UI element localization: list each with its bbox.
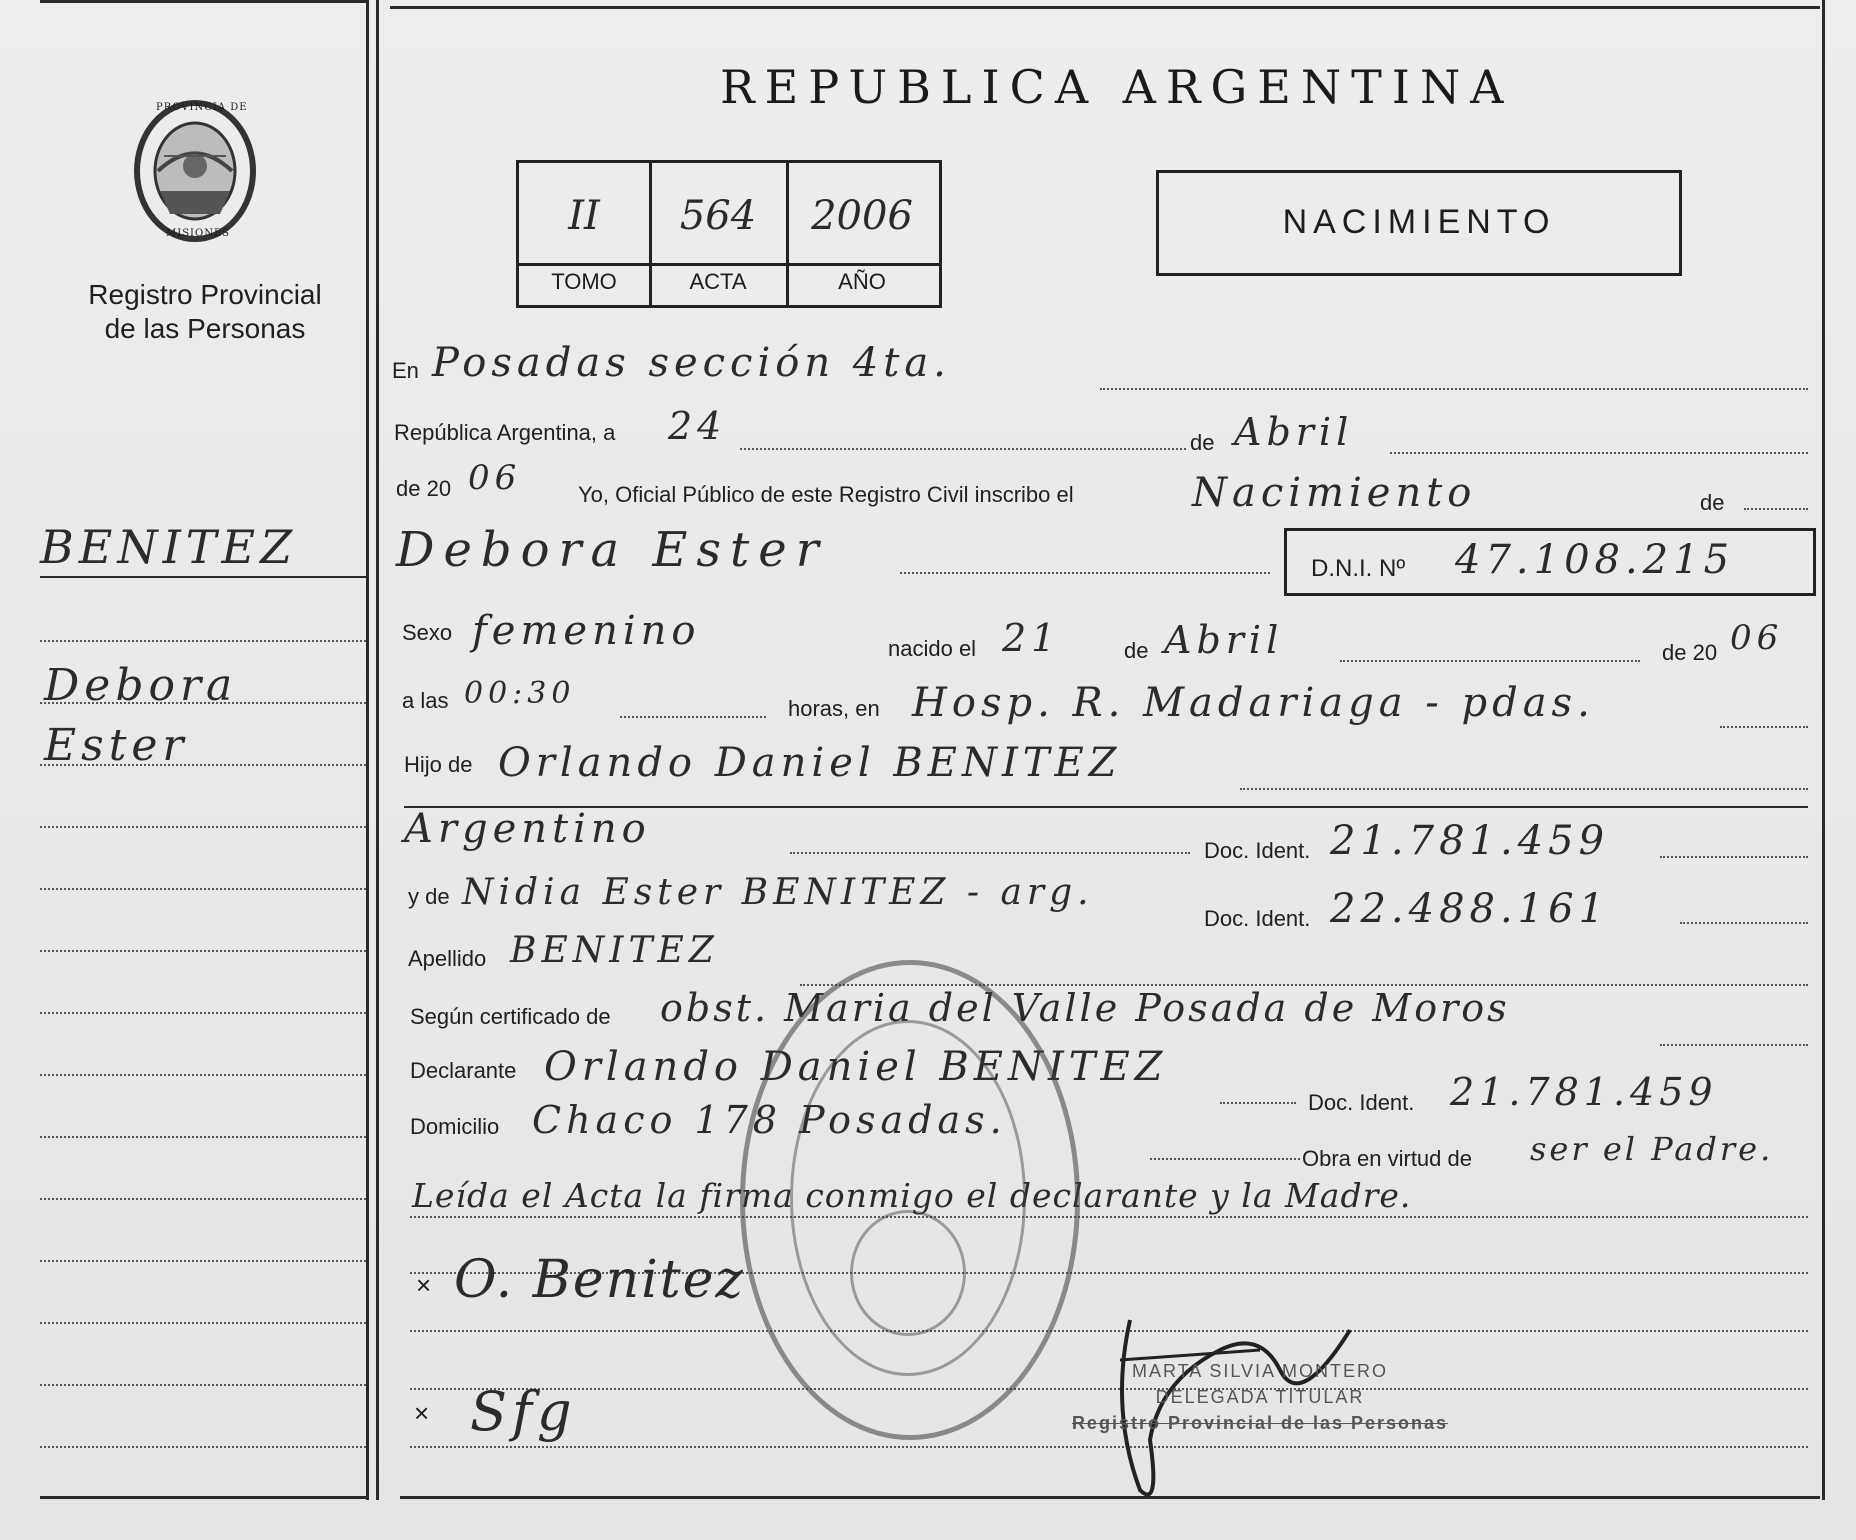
form-line <box>1660 1044 1808 1046</box>
dni-label: D.N.I. Nº <box>1311 555 1406 582</box>
nacido-label: nacido el <box>888 636 977 661</box>
seal-caption-bottom: MISIONES <box>166 228 231 239</box>
margin-line <box>40 1012 366 1014</box>
margin-divider-left <box>366 0 369 1500</box>
top-border-right <box>390 6 1820 9</box>
de2-label: de <box>1700 490 1725 515</box>
closing-text: Leída el Acta la firma conmigo el declarante y la Madre. <box>412 1176 1412 1215</box>
signature-mark-1: × <box>416 1270 432 1300</box>
father-signature: O. Benitez <box>454 1250 745 1310</box>
form-line <box>1390 452 1808 454</box>
margin-line <box>40 826 366 828</box>
birth-year-suffix: 06 <box>1730 618 1784 658</box>
mother-doc-label: Doc. Ident. <box>1204 906 1311 931</box>
margin-line <box>40 640 366 642</box>
margin-line <box>40 1136 366 1138</box>
official-title: DELEGADA TITULAR <box>1155 1387 1365 1407</box>
month-value: Abril <box>1234 410 1354 454</box>
domicilio-value: Chaco 178 Posadas. <box>532 1098 1007 1142</box>
tomo-label: TOMO <box>551 269 617 294</box>
mother-doc: 22.488.161 <box>1330 886 1610 932</box>
signature-mark-2: × <box>414 1398 430 1428</box>
declarante-doc: 21.781.459 <box>1450 1070 1718 1114</box>
dni-box <box>1284 528 1816 596</box>
year-suffix-value: 06 <box>468 458 522 498</box>
sexo-value: femenino <box>472 608 701 654</box>
form-line <box>1150 1158 1300 1160</box>
form-line <box>1680 922 1808 924</box>
father-name: Orlando Daniel BENITEZ <box>498 740 1122 786</box>
acta-label: ACTA <box>689 269 747 294</box>
official-stamp <box>1070 1358 1450 1436</box>
margin-line <box>40 1198 366 1200</box>
seal-emblem-icon <box>850 1210 966 1336</box>
official-office: Registro Provincial de las Personas <box>1071 1413 1449 1433</box>
segun-label: Según certificado de <box>410 1004 611 1029</box>
form-line <box>1660 856 1808 858</box>
declarante-value: Orlando Daniel BENITEZ <box>544 1044 1168 1090</box>
yo-label: Yo, Oficial Público de este Registro Civil inscribo el <box>578 482 1074 507</box>
apellido-label: Apellido <box>408 946 487 971</box>
form-line <box>1220 1102 1296 1104</box>
document-type-box <box>1156 170 1682 276</box>
margin-line <box>40 764 366 766</box>
day-value: 24 <box>668 404 727 448</box>
seal-caption <box>128 96 262 246</box>
alas-label: a las <box>402 688 449 713</box>
bottom-border-left <box>40 1496 366 1499</box>
dni-value: 47.108.215 <box>1455 537 1735 583</box>
place-value: Hosp. R. Madariaga - pdas. <box>912 680 1595 726</box>
margin-line <box>40 702 366 704</box>
seal-caption-top: PROVINCIA DE <box>156 102 248 113</box>
form-line <box>1744 508 1808 510</box>
margin-divider-right <box>376 0 379 1500</box>
margin-surname: BENITEZ <box>40 520 298 574</box>
mother-signature: Sfg <box>470 1380 577 1443</box>
form-line <box>1340 660 1640 662</box>
child-name: Debora Ester <box>396 522 828 578</box>
registry-line-1: Registro Provincial <box>88 279 322 310</box>
form-line <box>410 1216 1808 1218</box>
official-name: MARTA SILVIA MONTERO <box>1131 1361 1389 1381</box>
birth-month: Abril <box>1164 618 1284 662</box>
tomo-value: II <box>568 193 600 239</box>
horas-label: horas, en <box>788 696 880 721</box>
margin-name-1: Debora <box>44 660 238 711</box>
document-type: NACIMIENTO <box>1282 203 1556 241</box>
sexo-label: Sexo <box>402 620 453 645</box>
en-label: En <box>392 358 419 383</box>
father-nationality: Argentino <box>404 806 651 852</box>
margin-line <box>40 1384 366 1386</box>
obra-label: Obra en virtud de <box>1302 1146 1472 1171</box>
margin-line <box>40 950 366 952</box>
ano-value: 2006 <box>811 193 913 239</box>
form-line <box>620 716 766 718</box>
margin-surname-underline <box>40 576 366 578</box>
birth-year-prefix: de 20 <box>1662 640 1718 665</box>
year-prefix-label: de 20 <box>396 476 452 501</box>
margin-line <box>40 1074 366 1076</box>
father-doc-label: Doc. Ident. <box>1204 838 1311 863</box>
margin-line <box>40 888 366 890</box>
form-line <box>790 852 1190 854</box>
declarante-doc-label: Doc. Ident. <box>1308 1090 1415 1115</box>
form-line <box>1100 388 1808 390</box>
registry-name <box>60 278 350 346</box>
inscribe-value: Nacimiento <box>1192 470 1477 516</box>
segun-value: obst. Maria del Valle Posada de Moros <box>660 986 1510 1030</box>
hour-value: 00:30 <box>464 676 576 711</box>
form-line <box>900 572 1270 574</box>
acta-value: 564 <box>679 193 757 239</box>
obra-value: ser el Padre. <box>1530 1130 1774 1168</box>
margin-line <box>40 1260 366 1262</box>
right-border <box>1822 0 1825 1500</box>
de-label: de <box>1190 430 1215 455</box>
margin-line <box>40 1446 366 1448</box>
record-number-box <box>516 160 942 308</box>
mother-name: Nidia Ester BENITEZ - arg. <box>462 872 1094 913</box>
apellido-value: BENITEZ <box>510 930 719 971</box>
ano-label: AÑO <box>838 269 886 294</box>
registry-line-2: de las Personas <box>104 313 306 344</box>
top-border-left <box>40 0 366 3</box>
margin-name-2: Ester <box>44 720 189 771</box>
form-line <box>1720 726 1808 728</box>
en-value: Posadas sección 4ta. <box>432 340 951 386</box>
domicilio-label: Domicilio <box>410 1114 500 1139</box>
margin-line <box>40 1322 366 1324</box>
de3-label: de <box>1124 638 1149 663</box>
yde-label: y de <box>408 884 450 909</box>
form-line <box>1240 788 1808 790</box>
hijo-label: Hijo de <box>404 752 473 777</box>
form-line <box>740 448 1186 450</box>
document-title: REPUBLICA ARGENTINA <box>720 60 1514 114</box>
birth-day: 21 <box>1002 616 1061 660</box>
republica-label: República Argentina, a <box>394 420 616 445</box>
declarante-label: Declarante <box>410 1058 517 1083</box>
father-doc: 21.781.459 <box>1330 818 1610 864</box>
record-box-divider <box>519 263 939 266</box>
